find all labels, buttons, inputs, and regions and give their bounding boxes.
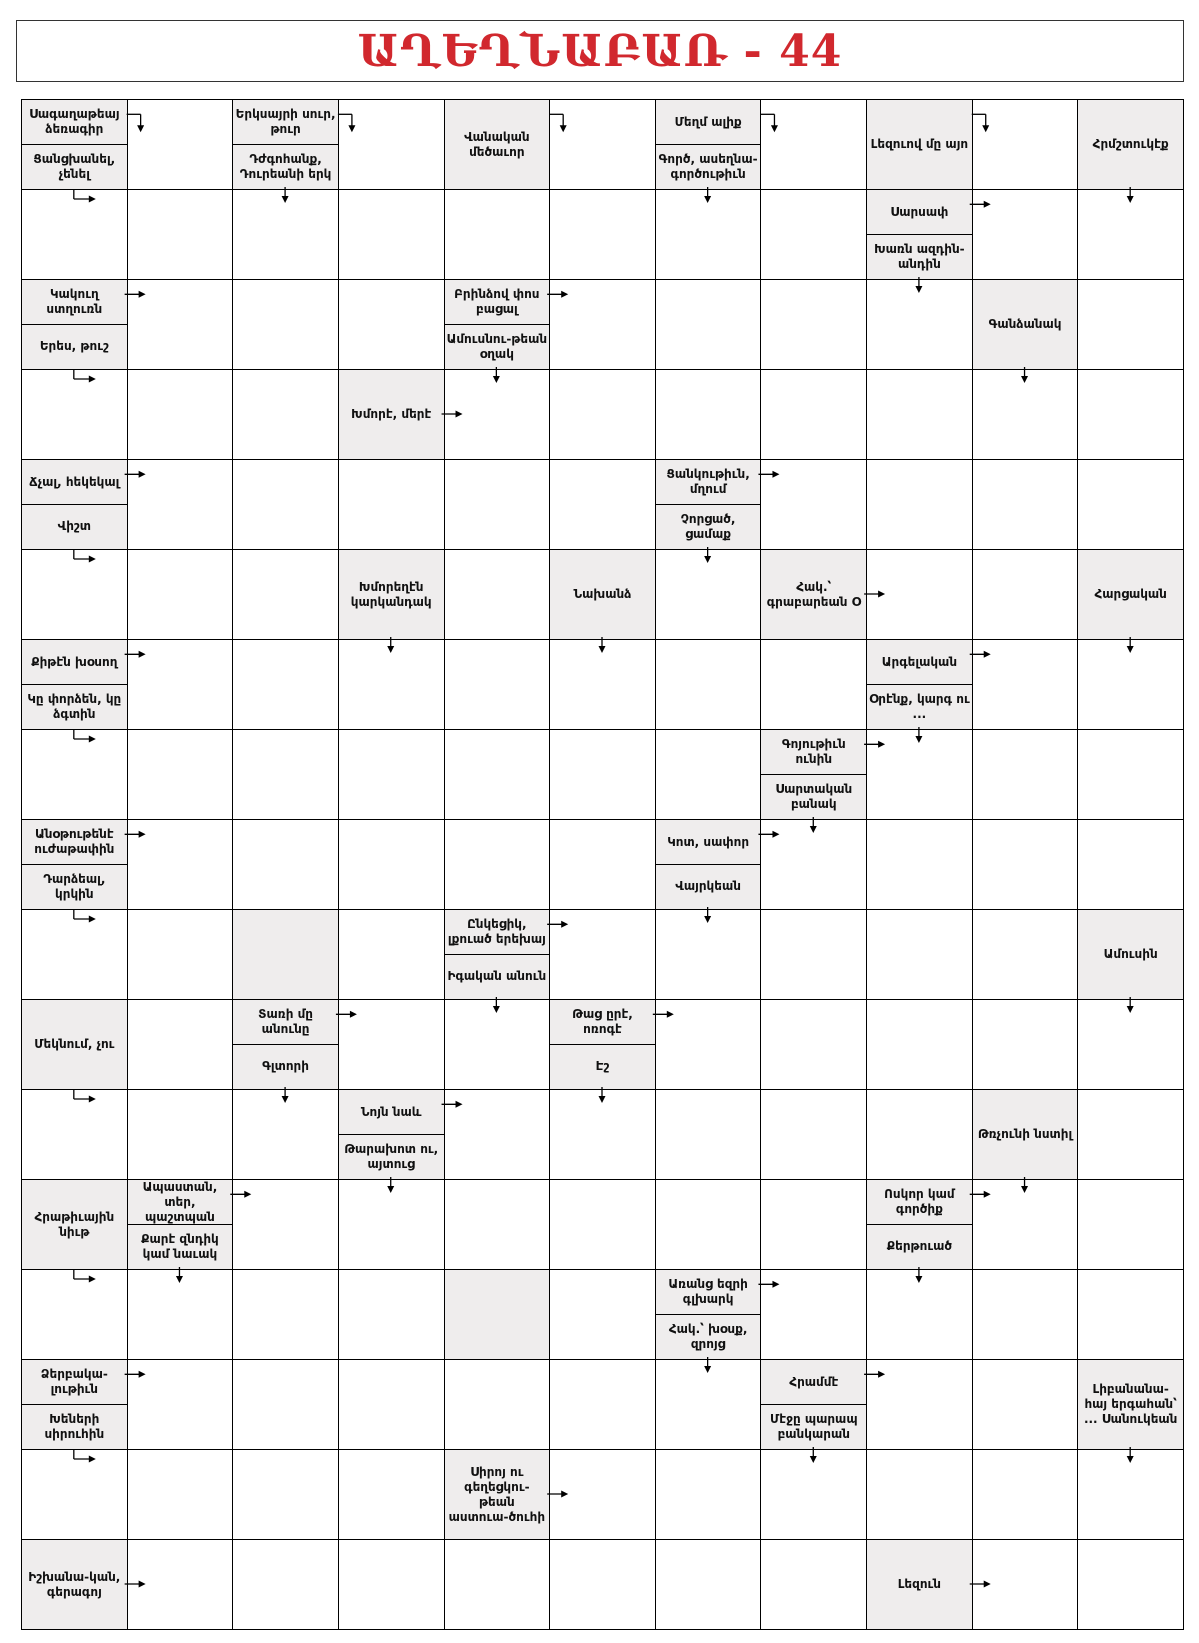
answer-cell[interactable]	[232, 1539, 339, 1630]
answer-cell[interactable]	[1077, 189, 1184, 280]
answer-cell[interactable]	[972, 1269, 1079, 1360]
answer-cell[interactable]	[866, 1089, 973, 1180]
clue-cell	[232, 999, 339, 1090]
answer-cell[interactable]	[232, 819, 339, 910]
clue-text-top: Ցանկութիւն, մղում	[656, 460, 761, 505]
crossword-grid	[21, 99, 1183, 1629]
clue-cell	[338, 1089, 445, 1180]
answer-cell[interactable]	[232, 1179, 339, 1270]
clue-cell	[232, 99, 339, 190]
clue-cell	[127, 1179, 234, 1270]
answer-cell[interactable]	[760, 909, 867, 1000]
clue-cell	[866, 639, 973, 730]
clue-text: Նախանձ	[573, 587, 632, 601]
answer-cell[interactable]	[127, 1269, 234, 1360]
answer-cell[interactable]	[866, 369, 973, 460]
answer-cell[interactable]	[972, 1449, 1079, 1540]
answer-cell[interactable]	[655, 1359, 762, 1450]
answer-cell[interactable]	[444, 549, 551, 640]
answer-cell[interactable]	[444, 369, 551, 460]
answer-cell[interactable]	[655, 189, 762, 280]
clue-cell	[444, 1449, 551, 1540]
answer-cell[interactable]	[444, 1359, 551, 1450]
clue-text: Ամուսին	[1103, 947, 1158, 961]
clue-text-top: Սարսափ	[867, 190, 972, 235]
answer-cell[interactable]	[760, 189, 867, 280]
clue-text-top: Տառի մը անունը	[233, 1000, 338, 1045]
clue-cell	[21, 1179, 128, 1270]
answer-cell[interactable]	[655, 1449, 762, 1540]
answer-cell[interactable]	[655, 369, 762, 460]
answer-cell[interactable]	[444, 189, 551, 280]
answer-cell[interactable]	[444, 729, 551, 820]
answer-cell[interactable]	[1077, 819, 1184, 910]
clue-cell	[1077, 549, 1184, 640]
answer-cell[interactable]	[972, 1179, 1079, 1270]
clue-text-bottom: Գործ, ասեղնա-գործութիւն	[658, 151, 758, 181]
answer-cell[interactable]	[972, 99, 1079, 190]
clue-text-top: Սագաղաթեայ ձեռագիր	[22, 100, 127, 145]
blocked-cell	[232, 909, 339, 1000]
answer-cell[interactable]	[972, 369, 1079, 460]
answer-cell[interactable]	[232, 189, 339, 280]
clue-cell	[444, 279, 551, 370]
answer-cell[interactable]	[549, 279, 656, 370]
answer-cell[interactable]	[338, 279, 445, 370]
answer-cell[interactable]	[232, 1359, 339, 1450]
clue-cell	[866, 1539, 973, 1630]
clue-text: Խմորէ, մերէ	[351, 407, 432, 421]
clue-text: Վանական մեծաւոր	[464, 129, 530, 159]
answer-cell[interactable]	[444, 819, 551, 910]
answer-cell[interactable]	[760, 819, 867, 910]
clue-text-top: Գոյութիւն ունին	[761, 730, 866, 775]
answer-cell[interactable]	[127, 819, 234, 910]
clue-cell	[549, 549, 656, 640]
answer-cell[interactable]	[760, 999, 867, 1090]
answer-cell[interactable]	[760, 1089, 867, 1180]
clue-text: Հրաթիւային նիւթ	[34, 1209, 115, 1239]
clue-cell	[444, 99, 551, 190]
puzzle-title: ԱՂԵՂՆԱԲԱՌ - 44	[357, 25, 843, 77]
answer-cell[interactable]	[1077, 729, 1184, 820]
answer-cell[interactable]	[127, 909, 234, 1000]
answer-cell[interactable]	[549, 1539, 656, 1630]
answer-cell[interactable]	[232, 549, 339, 640]
answer-cell[interactable]	[21, 729, 128, 820]
answer-cell[interactable]	[866, 1269, 973, 1360]
answer-cell[interactable]	[866, 729, 973, 820]
answer-cell[interactable]	[127, 549, 234, 640]
answer-cell[interactable]	[549, 1089, 656, 1180]
answer-cell[interactable]	[760, 369, 867, 460]
answer-cell[interactable]	[972, 729, 1079, 820]
answer-cell[interactable]	[21, 1089, 128, 1180]
answer-cell[interactable]	[127, 1089, 234, 1180]
answer-cell[interactable]	[127, 189, 234, 280]
clue-text-top: Ընկեցիկ, լքուած երեխայ	[445, 910, 550, 955]
answer-cell[interactable]	[1077, 459, 1184, 550]
clue-text-bottom: Վիշտ	[57, 519, 91, 533]
answer-cell[interactable]	[1077, 1539, 1184, 1630]
answer-cell[interactable]	[127, 729, 234, 820]
answer-cell[interactable]	[232, 279, 339, 370]
answer-cell[interactable]	[866, 909, 973, 1000]
clue-text: Մեկնում, չու	[34, 1037, 115, 1051]
clue-text-top: Կոտ, սափոր	[656, 820, 761, 865]
clue-cell	[655, 1269, 762, 1360]
answer-cell[interactable]	[972, 189, 1079, 280]
clue-text-bottom: Հակ.՝ խօսք, զրոյց	[668, 1321, 748, 1351]
clue-text-top: Կակուղ ստղուռն	[22, 280, 127, 325]
answer-cell[interactable]	[549, 1359, 656, 1450]
clue-cell	[760, 1359, 867, 1450]
answer-cell[interactable]	[972, 909, 1079, 1000]
clue-cell	[21, 279, 128, 370]
answer-cell[interactable]	[655, 729, 762, 820]
clue-cell	[549, 999, 656, 1090]
clue-cell	[21, 819, 128, 910]
clue-text-bottom: Մէջը պարապ բանկարան	[769, 1411, 858, 1441]
answer-cell[interactable]	[866, 549, 973, 640]
answer-cell[interactable]	[338, 459, 445, 550]
answer-cell[interactable]	[444, 1089, 551, 1180]
clue-text-top: Հրամմէ	[761, 1360, 866, 1405]
clue-text: Թռչունի նստիլ	[977, 1127, 1073, 1141]
answer-cell[interactable]	[338, 1539, 445, 1630]
answer-cell[interactable]	[127, 999, 234, 1090]
clue-cell	[760, 729, 867, 820]
clue-cell	[866, 99, 973, 190]
answer-cell[interactable]	[760, 459, 867, 550]
clue-text: Սիրոյ ու գեղեցկու-թեան աստուա-ծուհի	[448, 1464, 546, 1524]
answer-cell[interactable]	[1077, 1179, 1184, 1270]
answer-cell[interactable]	[549, 909, 656, 1000]
answer-cell[interactable]	[549, 189, 656, 280]
clue-text: Հարցական	[1094, 587, 1167, 601]
answer-cell[interactable]	[549, 1269, 656, 1360]
clue-text-top: Արգելական	[867, 640, 972, 685]
answer-cell[interactable]	[232, 639, 339, 730]
clue-text-top: Առանց եզրի գլխարկ	[656, 1270, 761, 1315]
answer-cell[interactable]	[127, 99, 234, 190]
clue-cell	[21, 1539, 128, 1630]
answer-cell[interactable]	[444, 459, 551, 550]
clue-text-bottom: Երես, թուշ	[39, 339, 109, 353]
clue-text-top: Ապաստան, տեր, պաշտպան	[128, 1180, 233, 1225]
clue-text-top: Մեղմ ալիք	[656, 100, 761, 145]
answer-cell[interactable]	[127, 1359, 234, 1450]
answer-cell[interactable]	[21, 1449, 128, 1540]
clue-text: Խմորեղէն կարկանդակ	[350, 579, 432, 609]
clue-cell	[972, 279, 1079, 370]
clue-text-bottom: Խառն ազդին-անդին	[874, 241, 965, 271]
clue-text-top: Թաց ըրէ, ոռոգէ	[550, 1000, 655, 1045]
answer-cell[interactable]	[760, 639, 867, 730]
answer-cell[interactable]	[127, 1539, 234, 1630]
clue-text-bottom: Դժգոհանք, Դուրեանի երկ	[239, 151, 332, 181]
answer-cell[interactable]	[549, 1179, 656, 1270]
answer-cell[interactable]	[866, 279, 973, 370]
clue-text-top: Բրինձով փոս բացալ	[445, 280, 550, 325]
answer-cell[interactable]	[21, 549, 128, 640]
clue-text: Լեզուով մը այո	[870, 137, 969, 151]
answer-cell[interactable]	[21, 909, 128, 1000]
clue-cell	[1077, 1359, 1184, 1450]
answer-cell[interactable]	[549, 369, 656, 460]
answer-cell[interactable]	[866, 459, 973, 550]
answer-cell[interactable]	[338, 1449, 445, 1540]
answer-cell[interactable]	[972, 819, 1079, 910]
clue-cell	[655, 99, 762, 190]
clue-cell	[338, 369, 445, 460]
answer-cell[interactable]	[655, 1539, 762, 1630]
answer-cell[interactable]	[338, 99, 445, 190]
answer-cell[interactable]	[127, 639, 234, 730]
answer-cell[interactable]	[1077, 1269, 1184, 1360]
answer-cell[interactable]	[760, 1269, 867, 1360]
clue-text-bottom: Քերթուած	[886, 1239, 952, 1253]
clue-text-bottom: Կը փորձեն, կը ձգտին	[27, 691, 122, 721]
answer-cell[interactable]	[21, 369, 128, 460]
answer-cell[interactable]	[1077, 639, 1184, 730]
clue-text-bottom: Դարձեալ, կրկին	[43, 871, 106, 901]
answer-cell[interactable]	[232, 1449, 339, 1540]
answer-cell[interactable]	[549, 459, 656, 550]
answer-cell[interactable]	[655, 999, 762, 1090]
answer-cell[interactable]	[972, 639, 1079, 730]
clue-cell	[21, 459, 128, 550]
answer-cell[interactable]	[655, 1089, 762, 1180]
answer-cell[interactable]	[866, 999, 973, 1090]
answer-cell[interactable]	[444, 639, 551, 730]
answer-cell[interactable]	[549, 819, 656, 910]
answer-cell[interactable]	[338, 1179, 445, 1270]
clue-text-top: Ձերբակա-լութիւն	[22, 1360, 127, 1405]
clue-text-bottom: Օրէնք, կարգ ու ...	[869, 691, 970, 721]
answer-cell[interactable]	[760, 279, 867, 370]
clue-text-top: Ոսկոր կամ գործիք	[867, 1180, 972, 1225]
answer-cell[interactable]	[549, 729, 656, 820]
clue-text-top: Երկսայրի սուր, թուր	[233, 100, 338, 145]
answer-cell[interactable]	[866, 1449, 973, 1540]
answer-cell[interactable]	[21, 1269, 128, 1360]
clue-cell	[21, 639, 128, 730]
answer-cell[interactable]	[338, 999, 445, 1090]
answer-cell[interactable]	[972, 1539, 1079, 1630]
answer-cell[interactable]	[444, 999, 551, 1090]
clue-text-bottom: Վայրկեան	[675, 879, 741, 893]
answer-cell[interactable]	[866, 819, 973, 910]
answer-cell[interactable]	[127, 1449, 234, 1540]
clue-text-bottom: Ամուսնու-թեան օղակ	[446, 331, 548, 361]
answer-cell[interactable]	[338, 909, 445, 1000]
clue-cell	[972, 1089, 1079, 1180]
clue-text-top: Նոյն նաև	[339, 1090, 444, 1135]
answer-cell[interactable]	[232, 1089, 339, 1180]
clue-text-bottom: Ցանցխանել, չենել	[33, 151, 116, 181]
answer-cell[interactable]	[338, 189, 445, 280]
clue-cell	[21, 99, 128, 190]
answer-cell[interactable]	[1077, 1089, 1184, 1180]
answer-cell[interactable]	[127, 459, 234, 550]
answer-cell[interactable]	[338, 639, 445, 730]
clue-text-bottom: Քարէ զնդիկ կամ նաւակ	[141, 1231, 219, 1261]
answer-cell[interactable]	[444, 1179, 551, 1270]
clue-text: Իշխանա-կան, գերագոյ	[28, 1569, 121, 1599]
clue-cell	[655, 459, 762, 550]
clue-cell	[21, 1359, 128, 1450]
answer-cell[interactable]	[1077, 999, 1184, 1090]
clue-cell	[655, 819, 762, 910]
answer-cell[interactable]	[127, 369, 234, 460]
answer-cell[interactable]	[444, 1539, 551, 1630]
clue-cell	[760, 549, 867, 640]
clue-cell	[1077, 909, 1184, 1000]
answer-cell[interactable]	[760, 1539, 867, 1630]
answer-cell[interactable]	[127, 279, 234, 370]
answer-cell[interactable]	[972, 459, 1079, 550]
clue-text-bottom: Էշ	[595, 1059, 610, 1073]
answer-cell[interactable]	[972, 999, 1079, 1090]
blocked-cell	[444, 1269, 551, 1360]
clue-text-bottom: Թարախոտ ու, այտուց	[344, 1141, 439, 1171]
answer-cell[interactable]	[655, 1179, 762, 1270]
clue-text: Լեզուն	[897, 1577, 942, 1591]
answer-cell[interactable]	[760, 99, 867, 190]
answer-cell[interactable]	[232, 729, 339, 820]
clue-text-bottom: Խեների սիրուհին	[44, 1411, 105, 1441]
clue-text-top: Ճչալ, հեկեկալ	[22, 460, 127, 505]
clue-text-bottom: Սարտական բանակ	[775, 781, 853, 811]
clue-text-top: Քիթէն խօսող	[22, 640, 127, 685]
answer-cell[interactable]	[549, 639, 656, 730]
title-box	[16, 20, 1184, 82]
answer-cell[interactable]	[338, 1359, 445, 1450]
clue-text-bottom: Իգական անուն	[447, 969, 547, 983]
answer-cell[interactable]	[21, 189, 128, 280]
clue-cell	[1077, 99, 1184, 190]
answer-cell[interactable]	[655, 279, 762, 370]
answer-cell[interactable]	[972, 1359, 1079, 1450]
clue-text: Գանձանակ	[988, 317, 1062, 331]
answer-cell[interactable]	[655, 909, 762, 1000]
answer-cell[interactable]	[760, 1179, 867, 1270]
answer-cell[interactable]	[655, 549, 762, 640]
clue-cell	[338, 549, 445, 640]
answer-cell[interactable]	[549, 99, 656, 190]
answer-cell[interactable]	[1077, 369, 1184, 460]
answer-cell[interactable]	[1077, 279, 1184, 370]
clue-cell	[444, 909, 551, 1000]
clue-cell	[21, 999, 128, 1090]
answer-cell[interactable]	[232, 459, 339, 550]
answer-cell[interactable]	[972, 549, 1079, 640]
clue-cell	[866, 189, 973, 280]
answer-cell[interactable]	[338, 1269, 445, 1360]
answer-cell[interactable]	[866, 1359, 973, 1450]
clue-text: Լիբանանա-հայ երգահան՝ ... Սանուկեան	[1083, 1382, 1178, 1426]
clue-cell	[866, 1179, 973, 1270]
answer-cell[interactable]	[760, 1449, 867, 1540]
answer-cell[interactable]	[549, 1449, 656, 1540]
clue-text-bottom: Չորցած, ցամաք	[680, 511, 736, 541]
clue-text-bottom: Գլտորի	[262, 1059, 309, 1073]
clue-text: Հակ.՝ գրաբարեան Օ	[766, 579, 861, 609]
answer-cell[interactable]	[338, 729, 445, 820]
answer-cell[interactable]	[232, 369, 339, 460]
answer-cell[interactable]	[338, 819, 445, 910]
answer-cell[interactable]	[655, 639, 762, 730]
answer-cell[interactable]	[232, 1269, 339, 1360]
answer-cell[interactable]	[1077, 1449, 1184, 1540]
clue-text-top: Անօթութենէ ուժաթափին	[22, 820, 127, 865]
clue-text: Հրմշտուկէք	[1092, 137, 1169, 151]
